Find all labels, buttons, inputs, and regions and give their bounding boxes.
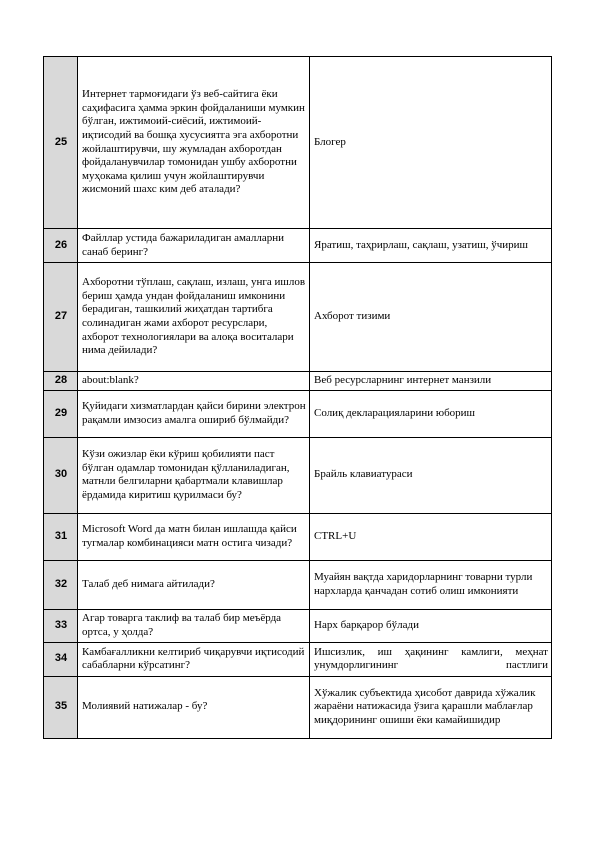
- row-number: 31: [44, 513, 78, 560]
- row-number: 29: [44, 390, 78, 437]
- answer-cell: Хўжалик субъектида ҳисобот даврида хўжалик жараёни натижасида ўзига қарашли маблағлар миқдорининг ошиши ёки камайишидир: [310, 676, 552, 738]
- row-number: 30: [44, 437, 78, 513]
- answer-cell: Ишсизлик, иш ҳақининг камлиги, меҳнат унумдорлигининг пастлиги: [310, 642, 552, 676]
- question-cell: Талаб деб нимага айтилади?: [78, 560, 310, 609]
- table-row: [44, 609, 552, 642]
- answer-cell: Солиқ декларацияларини юбориш: [310, 390, 552, 437]
- table-row: [44, 229, 552, 263]
- answer-cell: CTRL+U: [310, 513, 552, 560]
- row-number: 32: [44, 560, 78, 609]
- table-row: [44, 676, 552, 738]
- table-row: [44, 372, 552, 391]
- row-number: 27: [44, 263, 78, 372]
- answer-cell: Муайян вақтда харидорларнинг товарни турли нархларда қанчадан сотиб олиш имконияти: [310, 560, 552, 609]
- question-cell: Қуйидаги хизматлардан қайси бирини электрон рақамли имзосиз амалга ошириб бўлмайди?: [78, 390, 310, 437]
- row-number: 34: [44, 642, 78, 676]
- table-row: [44, 437, 552, 513]
- row-number: 25: [44, 57, 78, 229]
- question-cell: Файллар устида бажариладиган амалларни санаб беринг?: [78, 229, 310, 263]
- table-row: [44, 390, 552, 437]
- answer-cell: Нарх барқарор бўлади: [310, 609, 552, 642]
- question-cell: about:blank?: [78, 372, 310, 391]
- question-cell: Microsoft Word да матн билан ишлашда қайси тугмалар комбинацияси матн остига чизади?: [78, 513, 310, 560]
- answer-cell: Веб ресурсларнинг интернет манзили: [310, 372, 552, 391]
- table-row: [44, 263, 552, 372]
- question-cell: Интернет тармоғидаги ўз веб-сайтига ёки саҳифасига ҳамма эркин фойдаланиши мумкин бўлган, ижтимоий-сиёсий, ижтимоий-иқтисодий ва бошқа хусусиятга эга ахборотни жойлаштирувчи, шу жумладан ахборотдан фойдаланувчилар томонидан ушбу ахборотни муҳокама қилиш учун жойлаштирувчи жисмоний шахс ким деб аталади?: [78, 57, 310, 229]
- question-cell: Кўзи ожизлар ёки кўриш қобилияти паст бўлган одамлар томонидан қўлланиладиган, матнли белгиларни қабартмали клавишлар ёрдамида киритиш қурилмаси бу?: [78, 437, 310, 513]
- table-row: [44, 57, 552, 229]
- answer-cell: Блогер: [310, 57, 552, 229]
- answer-cell: Яратиш, таҳрирлаш, сақлаш, узатиш, ўчириш: [310, 229, 552, 263]
- answer-cell: Брайль клавиатураси: [310, 437, 552, 513]
- questions-table: [43, 56, 552, 739]
- table-row: [44, 560, 552, 609]
- question-cell: Ахборотни тўплаш, сақлаш, излаш, унга ишлов бериш ҳамда ундан фойдаланиш имконини берадиган, ташкилий жиҳатдан тартибга солинадиган жами ахборот ресурслари, ахборот технологиялари ва алоқа воситалари нима дейилади?: [78, 263, 310, 372]
- table-row: [44, 513, 552, 560]
- question-cell: Камбағалликни келтириб чиқарувчи иқтисодий сабабларни кўрсатинг?: [78, 642, 310, 676]
- question-cell: Молиявий натижалар - бу?: [78, 676, 310, 738]
- row-number: 35: [44, 676, 78, 738]
- row-number: 28: [44, 372, 78, 391]
- row-number: 26: [44, 229, 78, 263]
- row-number: 33: [44, 609, 78, 642]
- question-cell: Агар товарга таклиф ва талаб бир меъёрда ортса, у ҳолда?: [78, 609, 310, 642]
- answer-cell: Ахборот тизими: [310, 263, 552, 372]
- table-row: [44, 642, 552, 676]
